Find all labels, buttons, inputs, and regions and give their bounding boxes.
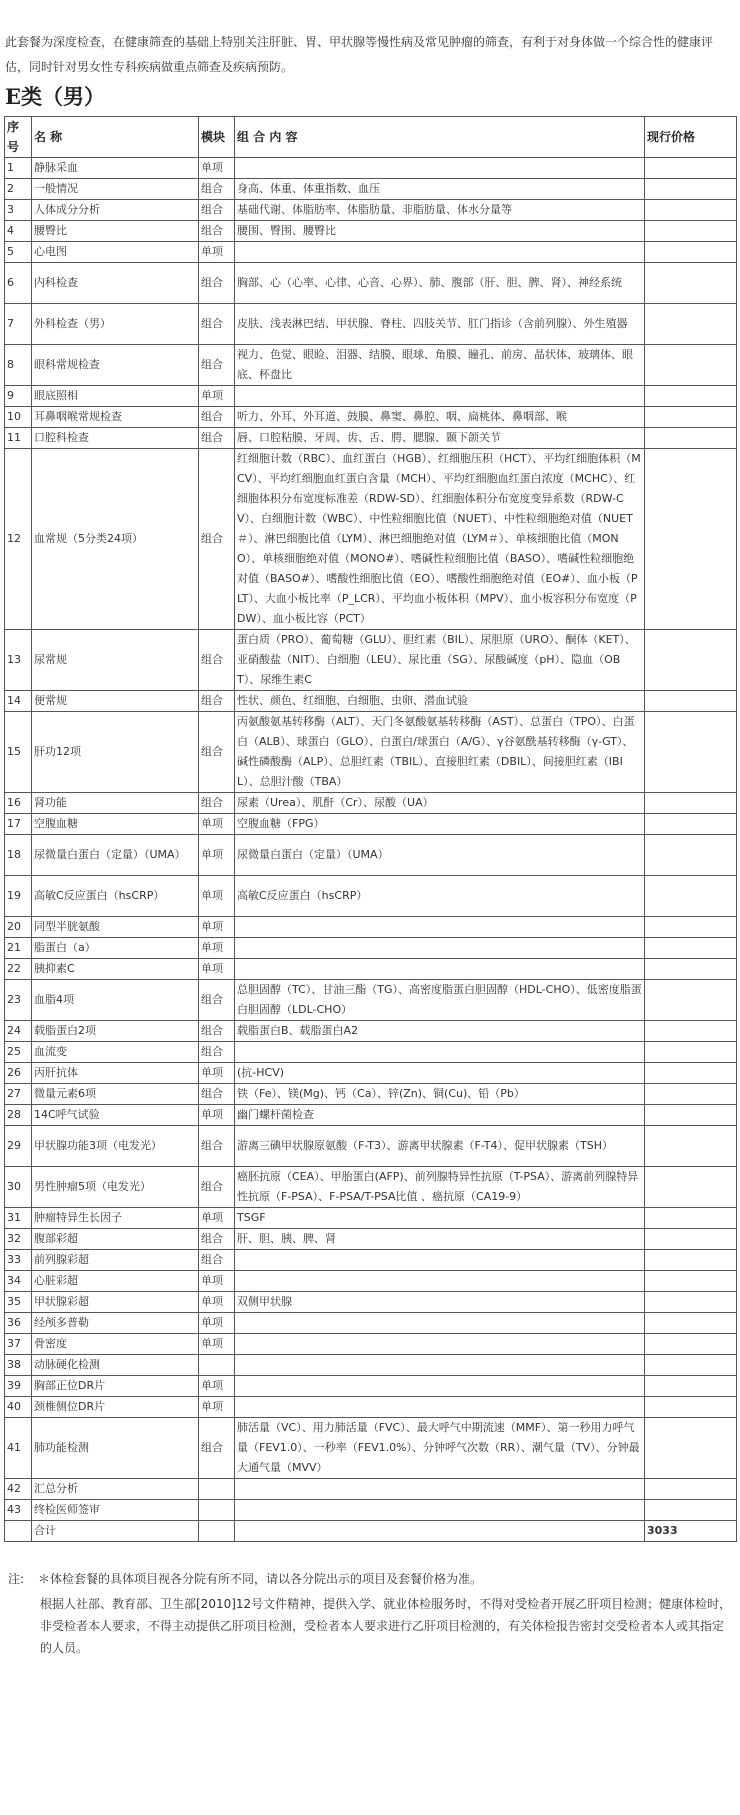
cell-module: 组合 — [199, 1418, 235, 1479]
cell-price — [645, 1021, 737, 1042]
cell-name: 动脉硬化检测 — [32, 1355, 199, 1376]
cell-price — [645, 1084, 737, 1105]
cell-number: 19 — [5, 876, 32, 917]
cell-price — [645, 1500, 737, 1521]
cell-price — [645, 179, 737, 200]
table-row — [5, 1397, 737, 1418]
cell-price — [645, 1418, 737, 1479]
cell-module — [199, 1521, 235, 1542]
cell-number: 39 — [5, 1376, 32, 1397]
cell-module — [199, 1355, 235, 1376]
cell-module: 组合 — [199, 179, 235, 200]
table-row — [5, 917, 737, 938]
notes — [0, 1569, 740, 1589]
cell-price — [645, 1376, 737, 1397]
cell-name: 尿常规 — [32, 630, 199, 691]
cell-name: 腰臀比 — [32, 221, 199, 242]
cell-content: 肝、胆、胰、脾、肾 — [235, 1229, 645, 1250]
cell-content: 听力、外耳、外耳道、鼓膜、鼻窦、鼻腔、咽、扁桃体、鼻咽部、喉 — [235, 407, 645, 428]
cell-name: 眼底照相 — [32, 386, 199, 407]
notes-label: 注: — [8, 1572, 25, 1586]
table-row — [5, 1250, 737, 1271]
cell-price — [645, 712, 737, 793]
cell-number: 40 — [5, 1397, 32, 1418]
cell-price — [645, 1208, 737, 1229]
cell-number: 25 — [5, 1042, 32, 1063]
cell-content: 游离三碘甲状腺原氨酸（F-T3）、游离甲状腺素（F-T4）、促甲状腺素（TSH） — [235, 1126, 645, 1167]
cell-content: 基础代谢、体脂肪率、体脂肪量、非脂肪量、体水分量等 — [235, 200, 645, 221]
cell-number: 15 — [5, 712, 32, 793]
table-row — [5, 1084, 737, 1105]
cell-name: 人体成分分析 — [32, 200, 199, 221]
table-row — [5, 712, 737, 793]
cell-name: 丙肝抗体 — [32, 1063, 199, 1084]
cell-price — [645, 1042, 737, 1063]
table-row — [5, 263, 737, 304]
cell-module: 单项 — [199, 242, 235, 263]
cell-name: 甲状腺功能3项（电发光） — [32, 1126, 199, 1167]
cell-module: 组合 — [199, 1021, 235, 1042]
cell-module: 单项 — [199, 917, 235, 938]
cell-module: 单项 — [199, 158, 235, 179]
table-row — [5, 938, 737, 959]
cell-price — [645, 407, 737, 428]
cell-number: 9 — [5, 386, 32, 407]
cell-content: 身高、体重、体重指数、血压 — [235, 179, 645, 200]
cell-price — [645, 814, 737, 835]
cell-number: 12 — [5, 449, 32, 630]
header-content: 组 合 内 容 — [235, 117, 645, 158]
cell-name: 心脏彩超 — [32, 1271, 199, 1292]
cell-module: 组合 — [199, 1084, 235, 1105]
cell-price — [645, 980, 737, 1021]
cell-module: 单项 — [199, 1063, 235, 1084]
cell-module: 组合 — [199, 304, 235, 345]
table-row — [5, 1042, 737, 1063]
cell-name: 肿瘤特异生长因子 — [32, 1208, 199, 1229]
cell-price — [645, 158, 737, 179]
cell-price — [645, 1250, 737, 1271]
cell-price — [645, 630, 737, 691]
table-row — [5, 1229, 737, 1250]
cell-content — [235, 1042, 645, 1063]
table-row — [5, 1105, 737, 1126]
note-line-2: 根据人社部、教育部、卫生部[2010]12号文件精神，提供入学、就业体检服务时，不得对受检者开展乙肝项目检测；健康体检时，非受检者本人要求，不得主动提供乙肝项目检测，受检者本人要求进行乙肝项目检测的，有关体检报告密封交受检者本人或其指定的人员。 — [40, 1597, 732, 1655]
cell-name: 终检医师签审 — [32, 1500, 199, 1521]
cell-price — [645, 200, 737, 221]
cell-module: 单项 — [199, 876, 235, 917]
cell-content — [235, 386, 645, 407]
cell-name: 脂蛋白（a） — [32, 938, 199, 959]
table-row — [5, 876, 737, 917]
cell-module: 单项 — [199, 959, 235, 980]
cell-module: 单项 — [199, 1208, 235, 1229]
cell-number: 31 — [5, 1208, 32, 1229]
cell-price — [645, 959, 737, 980]
cell-number: 13 — [5, 630, 32, 691]
cell-price — [645, 1167, 737, 1208]
cell-number — [5, 1521, 32, 1542]
cell-module: 单项 — [199, 1292, 235, 1313]
cell-price — [645, 938, 737, 959]
table-row — [5, 1208, 737, 1229]
cell-name: 载脂蛋白2项 — [32, 1021, 199, 1042]
cell-content: 高敏C反应蛋白（hsCRP） — [235, 876, 645, 917]
cell-price — [645, 876, 737, 917]
cell-price: 3033 — [645, 1521, 737, 1542]
cell-number: 16 — [5, 793, 32, 814]
header-name: 名 称 — [32, 117, 199, 158]
cell-content: 性状、颜色、红细胞、白细胞、虫卵、潜血试验 — [235, 691, 645, 712]
table-row — [5, 793, 737, 814]
cell-module: 组合 — [199, 793, 235, 814]
cell-price — [645, 1479, 737, 1500]
header-number: 序号 — [5, 117, 32, 158]
table-row — [5, 1063, 737, 1084]
cell-module: 单项 — [199, 1271, 235, 1292]
cell-number: 6 — [5, 263, 32, 304]
cell-number: 20 — [5, 917, 32, 938]
cell-number: 29 — [5, 1126, 32, 1167]
cell-number: 43 — [5, 1500, 32, 1521]
cell-content — [235, 1271, 645, 1292]
cell-module: 组合 — [199, 428, 235, 449]
table-row — [5, 1418, 737, 1479]
cell-content: 皮肤、浅表淋巴结、甲状腺、脊柱、四肢关节、肛门指诊（含前列腺）、外生殖器 — [235, 304, 645, 345]
table-row — [5, 1313, 737, 1334]
table-row — [5, 814, 737, 835]
cell-content: 丙氨酸氨基转移酶（ALT）、天门冬氨酸氨基转移酶（AST）、总蛋白（TPO）、白蛋白（ALB）、球蛋白（GLO）、白蛋白/球蛋白（A/G）、γ谷氨酰基转移酶（γ-GT）、碱性磷酸酶（ALP）、总胆红素（TBIL）、直接胆红素（DBIL）、间接胆红素（IBIL）、总胆汁酸（TBA） — [235, 712, 645, 793]
cell-name: 微量元素6项 — [32, 1084, 199, 1105]
table-row — [5, 242, 737, 263]
cell-number: 24 — [5, 1021, 32, 1042]
table-row — [5, 407, 737, 428]
cell-name: 合计 — [32, 1521, 199, 1542]
table-row — [5, 200, 737, 221]
table-row — [5, 1271, 737, 1292]
cell-price — [645, 917, 737, 938]
cell-module: 单项 — [199, 835, 235, 876]
cell-module: 单项 — [199, 1105, 235, 1126]
cell-name: 便常规 — [32, 691, 199, 712]
table-row — [5, 959, 737, 980]
cell-number: 10 — [5, 407, 32, 428]
cell-number: 41 — [5, 1418, 32, 1479]
cell-price — [645, 1334, 737, 1355]
cell-module: 组合 — [199, 1126, 235, 1167]
cell-content — [235, 938, 645, 959]
cell-price — [645, 793, 737, 814]
cell-name: 尿微量白蛋白（定量）（UMA） — [32, 835, 199, 876]
cell-name: 胸部正位DR片 — [32, 1376, 199, 1397]
cell-content: 尿素（Urea）、肌酐（Cr）、尿酸（UA） — [235, 793, 645, 814]
cell-name: 肾功能 — [32, 793, 199, 814]
cell-number: 23 — [5, 980, 32, 1021]
cell-price — [645, 1313, 737, 1334]
cell-number: 11 — [5, 428, 32, 449]
cell-content: 肺活量（VC）、用力肺活量（FVC）、最大呼气中期流速（MMF）、第一秒用力呼气量（FEV1.0）、一秒率（FEV1.0%）、分钟呼气次数（RR）、潮气量（TV）、分钟最大通气量（MVV） — [235, 1418, 645, 1479]
cell-content: 红细胞计数（RBC）、血红蛋白（HGB）、红细胞压积（HCT）、平均红细胞体积（MCV）、平均红细胞血红蛋白含量（MCH）、平均红细胞血红蛋白浓度（MCHC）、红细胞体积分布宽度标准差（RDW-SD）、红细胞体积分布宽度变异系数（RDW-CV）、白细胞计数（WBC）、中性粒细胞比值（NUET）、中性粒细胞绝对值（NUET＃）、淋巴细胞比值（LYM）、淋巴细胞绝对值（LYM＃）、单核细胞比值（MONO）、单核细胞绝对值（MONO#）、嗜碱性粒细胞比值（BASO）、嗜碱性粒细胞绝对值（BASO#）、嗜酸性细胞比值（EO）、嗜酸性细胞绝对值（EO#）、血小板（PLT）、大血小板比率（P_LCR）、平均血小板体积（MPV）、血小板容积分布宽度（PDW）、血小板比容（PCT） — [235, 449, 645, 630]
cell-content: 空腹血糖（FPG） — [235, 814, 645, 835]
cell-number: 38 — [5, 1355, 32, 1376]
cell-content — [235, 158, 645, 179]
cell-content: TSGF — [235, 1208, 645, 1229]
table-row — [5, 449, 737, 630]
cell-module: 组合 — [199, 1042, 235, 1063]
table-row — [5, 630, 737, 691]
cell-price — [645, 428, 737, 449]
cell-content: (抗-HCV) — [235, 1063, 645, 1084]
cell-name: 血常规（5分类24项） — [32, 449, 199, 630]
cell-name: 耳鼻咽喉常规检查 — [32, 407, 199, 428]
cell-number: 37 — [5, 1334, 32, 1355]
note-line-1: ＊体检套餐的具体项目视各分院有所不同，请以各分院出示的项目及套餐价格为准。 — [38, 1572, 483, 1586]
cell-number: 21 — [5, 938, 32, 959]
cell-price — [645, 242, 737, 263]
table-row — [5, 304, 737, 345]
cell-price — [645, 1355, 737, 1376]
cell-module — [199, 1500, 235, 1521]
cell-number: 4 — [5, 221, 32, 242]
cell-number: 42 — [5, 1479, 32, 1500]
cell-module: 单项 — [199, 1397, 235, 1418]
cell-module: 组合 — [199, 712, 235, 793]
cell-price — [645, 386, 737, 407]
cell-number: 30 — [5, 1167, 32, 1208]
cell-number: 28 — [5, 1105, 32, 1126]
cell-module: 组合 — [199, 1229, 235, 1250]
checkup-items-table — [4, 116, 737, 1542]
cell-name: 外科检查（男） — [32, 304, 199, 345]
cell-price — [645, 449, 737, 630]
cell-price — [645, 304, 737, 345]
cell-number: 26 — [5, 1063, 32, 1084]
cell-module: 组合 — [199, 980, 235, 1021]
cell-module: 组合 — [199, 200, 235, 221]
cell-price — [645, 1271, 737, 1292]
table-row — [5, 835, 737, 876]
table-row — [5, 1292, 737, 1313]
cell-price — [645, 1126, 737, 1167]
cell-module — [199, 1479, 235, 1500]
table-row — [5, 158, 737, 179]
cell-name: 汇总分析 — [32, 1479, 199, 1500]
cell-content — [235, 959, 645, 980]
cell-module: 单项 — [199, 1334, 235, 1355]
cell-module: 组合 — [199, 691, 235, 712]
table-row — [5, 179, 737, 200]
cell-number: 7 — [5, 304, 32, 345]
cell-content: 蛋白质（PRO）、葡萄糖（GLU）、胆红素（BIL）、尿胆原（URO）、酮体（KET）、亚硝酸盐（NIT）、白细胞（LEU）、尿比重（SG）、尿酸碱度（pH）、隐血（OBT）、尿维生素C — [235, 630, 645, 691]
table-body — [5, 158, 737, 1542]
cell-number: 34 — [5, 1271, 32, 1292]
cell-name: 眼科常规检查 — [32, 345, 199, 386]
cell-content: 唇、口腔粘膜、牙周、齿、舌、腭、腮腺、颞下颌关节 — [235, 428, 645, 449]
cell-content: 载脂蛋白B、载脂蛋白A2 — [235, 1021, 645, 1042]
cell-price — [645, 1105, 737, 1126]
cell-name: 14C呼气试验 — [32, 1105, 199, 1126]
table-row — [5, 980, 737, 1021]
cell-number: 2 — [5, 179, 32, 200]
cell-content — [235, 1313, 645, 1334]
cell-content: 双侧甲状腺 — [235, 1292, 645, 1313]
cell-module: 组合 — [199, 345, 235, 386]
table-row — [5, 1334, 737, 1355]
cell-content — [235, 1397, 645, 1418]
table-row — [5, 1021, 737, 1042]
cell-number: 18 — [5, 835, 32, 876]
cell-module: 组合 — [199, 449, 235, 630]
cell-name: 心电图 — [32, 242, 199, 263]
intro-paragraph: 此套餐为深度检查，在健康筛查的基础上特别关注肝脏、胃、甲状腺等慢性病及常见肿瘤的筛查，有利于对身体做一个综合性的健康评估，同时针对男女性专科疾病做重点筛查及疾病预防。 — [5, 35, 714, 74]
cell-price — [645, 221, 737, 242]
cell-module: 组合 — [199, 263, 235, 304]
cell-module: 单项 — [199, 938, 235, 959]
cell-price — [645, 263, 737, 304]
table-header-row — [5, 117, 737, 158]
cell-name: 同型半胱氨酸 — [32, 917, 199, 938]
cell-content — [235, 1500, 645, 1521]
cell-module: 单项 — [199, 1313, 235, 1334]
cell-name: 胰抑素C — [32, 959, 199, 980]
table-row — [5, 691, 737, 712]
cell-price — [645, 1292, 737, 1313]
cell-name: 骨密度 — [32, 1334, 199, 1355]
cell-content: 总胆固醇（TC）、甘油三酯（TG）、高密度脂蛋白胆固醇（HDL-CHO）、低密度脂蛋白胆固醇（LDL-CHO） — [235, 980, 645, 1021]
cell-name: 静脉采血 — [32, 158, 199, 179]
cell-number: 1 — [5, 158, 32, 179]
cell-number: 36 — [5, 1313, 32, 1334]
cell-name: 前列腺彩超 — [32, 1250, 199, 1271]
cell-name: 肝功12项 — [32, 712, 199, 793]
cell-module: 单项 — [199, 1376, 235, 1397]
header-price: 现行价格 — [645, 117, 737, 158]
cell-number: 5 — [5, 242, 32, 263]
cell-name: 血脂4项 — [32, 980, 199, 1021]
cell-price — [645, 1397, 737, 1418]
cell-name: 空腹血糖 — [32, 814, 199, 835]
table-row — [5, 428, 737, 449]
cell-name: 腹部彩超 — [32, 1229, 199, 1250]
cell-name: 内科检查 — [32, 263, 199, 304]
cell-price — [645, 691, 737, 712]
cell-module: 组合 — [199, 1250, 235, 1271]
cell-number: 17 — [5, 814, 32, 835]
cell-name: 经颅多普勒 — [32, 1313, 199, 1334]
cell-module: 组合 — [199, 407, 235, 428]
cell-module: 单项 — [199, 814, 235, 835]
cell-price — [645, 1063, 737, 1084]
cell-name: 男性肿瘤5项（电发光） — [32, 1167, 199, 1208]
table-row — [5, 1479, 737, 1500]
cell-content — [235, 1479, 645, 1500]
cell-price — [645, 835, 737, 876]
cell-content: 视力、色觉、眼睑、泪器、结膜、眼球、角膜、瞳孔、前房、晶状体、玻璃体、眼底、杯盘比 — [235, 345, 645, 386]
table-row — [5, 1126, 737, 1167]
cell-content — [235, 1521, 645, 1542]
cell-number: 35 — [5, 1292, 32, 1313]
cell-content — [235, 242, 645, 263]
cell-content: 尿微量白蛋白（定量）（UMA） — [235, 835, 645, 876]
table-row — [5, 345, 737, 386]
cell-name: 甲状腺彩超 — [32, 1292, 199, 1313]
section-title: E类（男） — [5, 84, 106, 109]
table-row — [5, 1355, 737, 1376]
cell-content — [235, 1334, 645, 1355]
cell-number: 33 — [5, 1250, 32, 1271]
cell-module: 单项 — [199, 386, 235, 407]
header-module: 模块 — [199, 117, 235, 158]
table-row — [5, 1500, 737, 1521]
cell-name: 颈椎侧位DR片 — [32, 1397, 199, 1418]
cell-module: 组合 — [199, 630, 235, 691]
cell-content — [235, 1355, 645, 1376]
cell-content: 铁（Fe）、镁(Mg)、钙（Ca）、锌(Zn)、铜(Cu)、铅（Pb） — [235, 1084, 645, 1105]
cell-content — [235, 917, 645, 938]
table-row — [5, 1167, 737, 1208]
cell-number: 3 — [5, 200, 32, 221]
cell-number: 8 — [5, 345, 32, 386]
cell-name: 肺功能检测 — [32, 1418, 199, 1479]
cell-price — [645, 345, 737, 386]
cell-content — [235, 1376, 645, 1397]
table-row — [5, 386, 737, 407]
cell-name: 高敏C反应蛋白（hsCRP） — [32, 876, 199, 917]
cell-content: 胸部、心（心率、心律、心音、心界）、肺、腹部（肝、胆、脾、肾）、神经系统 — [235, 263, 645, 304]
cell-name: 口腔科检查 — [32, 428, 199, 449]
table-row — [5, 1521, 737, 1542]
cell-price — [645, 1229, 737, 1250]
cell-name: 血流变 — [32, 1042, 199, 1063]
cell-content — [235, 1250, 645, 1271]
table-row — [5, 221, 737, 242]
cell-number: 22 — [5, 959, 32, 980]
cell-content: 幽门螺杆菌检查 — [235, 1105, 645, 1126]
cell-number: 14 — [5, 691, 32, 712]
cell-content: 腰围、臀围、腰臀比 — [235, 221, 645, 242]
table-row — [5, 1376, 737, 1397]
cell-number: 32 — [5, 1229, 32, 1250]
cell-number: 27 — [5, 1084, 32, 1105]
cell-content: 癌胚抗原（CEA）、甲胎蛋白(AFP)、前列腺特异性抗原（T-PSA）、游离前列腺特异性抗原（F-PSA）、F-PSA/T-PSA比值 、癌抗原（CA19-9） — [235, 1167, 645, 1208]
cell-module: 组合 — [199, 1167, 235, 1208]
cell-name: 一般情况 — [32, 179, 199, 200]
cell-module: 组合 — [199, 221, 235, 242]
